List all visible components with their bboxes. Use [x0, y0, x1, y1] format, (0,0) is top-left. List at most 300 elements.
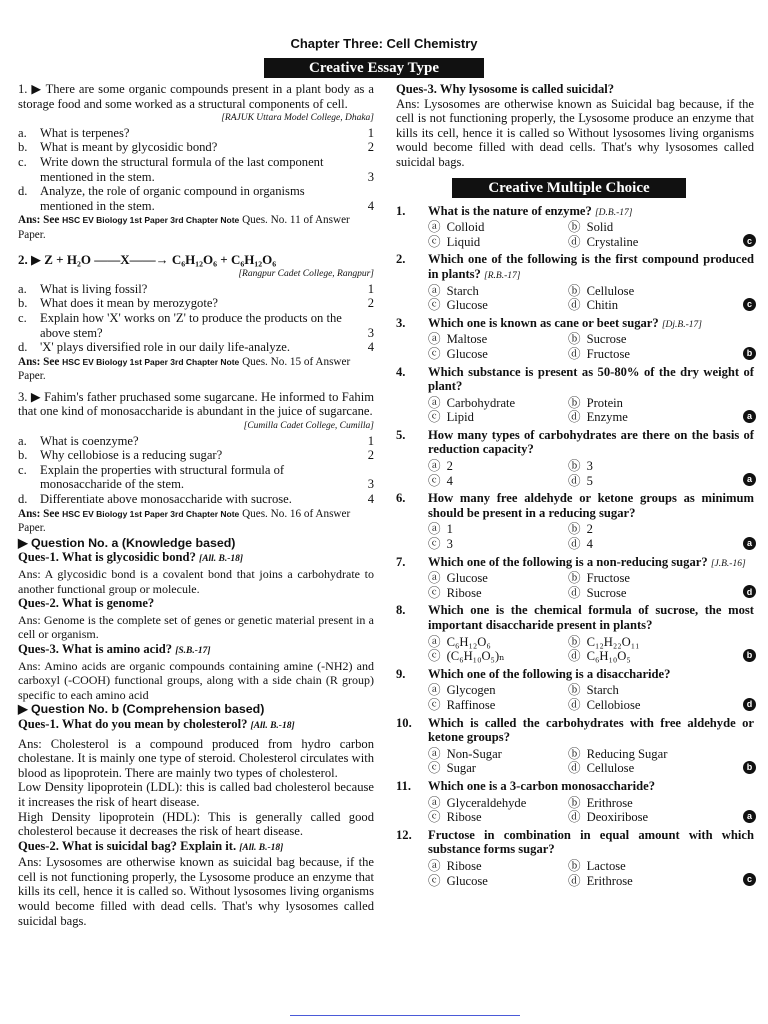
- mcq-option[interactable]: [428, 396, 568, 411]
- answer-label: Ans: See: [18, 214, 60, 227]
- mcq-options: [428, 796, 754, 825]
- option-letter-icon: ⓑ: [568, 220, 581, 235]
- option-letter-icon: ⓐ: [428, 395, 441, 410]
- part-key: c.: [18, 310, 27, 325]
- mcq-item: [396, 716, 754, 776]
- option-text: Glucose: [446, 873, 488, 888]
- answer-text: Ans: A glycosidic bond is a covalent bond that joins a carbohydrate to another functional group or molecule.: [18, 567, 374, 596]
- mcq-option[interactable]: [428, 474, 568, 489]
- mcq-item: [396, 252, 754, 312]
- mcq-number: 4.: [396, 364, 406, 379]
- mcq-item: [396, 491, 754, 551]
- part-key: a.: [18, 281, 27, 296]
- part-text: Differentiate above monosaccharide with sucrose.: [40, 492, 292, 507]
- answer-marker-icon: a: [743, 810, 756, 823]
- mcq-options: [428, 522, 754, 551]
- mcq-question: Which one of the following is a non-reducing sugar? [J.B.-16]: [428, 554, 746, 569]
- mcq-option[interactable]: [568, 874, 718, 889]
- comprehension-question-3: [396, 82, 754, 170]
- option-text: 3: [586, 459, 593, 474]
- option-text: Raffinose: [446, 697, 496, 712]
- mcq-option[interactable]: [568, 810, 718, 825]
- mcq-option[interactable]: [568, 332, 718, 347]
- mcq-options: [428, 396, 754, 425]
- knowledge-question: [18, 642, 374, 702]
- mcq-body: [428, 204, 754, 250]
- answer-ques-number: Ques. No. 11 of Answer Paper.: [18, 214, 350, 241]
- mcq-option[interactable]: [568, 683, 718, 698]
- mcq-option[interactable]: [568, 410, 718, 425]
- part-marks: 1: [367, 433, 374, 448]
- option-letter-icon: ⓓ: [568, 298, 581, 313]
- answer-ques-number: Ques. No. 16 of Answer Paper.: [18, 507, 351, 535]
- part-marks: 3: [367, 325, 374, 340]
- question-part: [18, 448, 374, 463]
- mcq-question: Which one is a 3-carbon monosaccharide?: [428, 778, 656, 793]
- part-key: d.: [18, 492, 28, 507]
- mcq-option[interactable]: [428, 761, 568, 776]
- option-letter-icon: ⓑ: [568, 522, 581, 537]
- option-letter-icon: ⓑ: [568, 746, 581, 761]
- option-letter-icon: ⓑ: [568, 332, 581, 347]
- answer-text: Ans: Amino acids are organic compounds containing amine (-NH2) and carboxyl (-COOH) functional groups, along with a side chain (R group) specific to each amino acid: [18, 658, 374, 702]
- question-part: [18, 140, 374, 155]
- mcq-options: [428, 284, 754, 313]
- mcq-question: Fructose in combination in equal amount with which substance forms sugar?: [428, 827, 754, 857]
- mcq-number: 11.: [396, 778, 412, 793]
- knowledge-questions: [18, 550, 374, 702]
- part-marks: 4: [367, 340, 374, 355]
- question-source: [Cumilla Cadet College, Cumilla]: [243, 421, 374, 432]
- option-letter-icon: ⓑ: [568, 634, 581, 649]
- option-text: Cellulose: [586, 761, 635, 776]
- question-title: Ques-3. What is amino acid? [S.B.-17]: [18, 641, 211, 656]
- mcq-option[interactable]: [428, 235, 568, 250]
- option-text: Glyceraldehyde: [446, 795, 527, 810]
- answer-marker-icon: b: [743, 761, 756, 774]
- part-marks: 4: [367, 198, 374, 213]
- option-letter-icon: ⓓ: [568, 873, 581, 888]
- question-part: [18, 126, 374, 141]
- option-letter-icon: ⓓ: [568, 234, 581, 249]
- mcq-item: [396, 779, 754, 825]
- essay-question-1: [18, 82, 374, 243]
- mcq-option[interactable]: [568, 796, 718, 811]
- option-text: Erithrose: [586, 795, 633, 810]
- option-text: Maltose: [446, 332, 488, 347]
- option-letter-icon: ⓐ: [428, 459, 441, 474]
- mcq-options: [428, 747, 754, 776]
- mcq-number: 5.: [396, 427, 406, 442]
- mcq-option[interactable]: [568, 571, 718, 586]
- option-text: Enzyme: [586, 410, 628, 425]
- mcq-option[interactable]: [568, 586, 718, 601]
- option-letter-icon: ⓐ: [428, 683, 441, 698]
- left-column: [18, 82, 374, 928]
- answer-text: High Density lipoprotein (HDL): This is generally called good cholesterol because it decreases the risk of heart disease.: [18, 809, 374, 839]
- part-text: Explain how 'X' works on 'Z' to produce the products on the above stem?: [40, 310, 342, 340]
- option-letter-icon: ⓒ: [428, 537, 441, 552]
- mcq-option[interactable]: [568, 220, 718, 235]
- option-letter-icon: ⓒ: [428, 346, 441, 361]
- option-letter-icon: ⓑ: [568, 795, 581, 810]
- option-text: Non-Sugar: [446, 746, 502, 761]
- option-text: Sucrose: [586, 332, 627, 347]
- mcq-option[interactable]: [568, 649, 718, 664]
- mcq-number: 8.: [396, 603, 406, 618]
- mcq-item: [396, 828, 754, 888]
- part-key: b.: [18, 296, 28, 311]
- part-marks: 3: [367, 169, 374, 184]
- question-part: [18, 282, 374, 297]
- question-part: [18, 340, 374, 355]
- option-letter-icon: ⓐ: [428, 634, 441, 649]
- mcq-option[interactable]: [428, 410, 568, 425]
- option-letter-icon: ⓓ: [568, 649, 581, 664]
- option-letter-icon: ⓐ: [428, 858, 441, 873]
- part-text: Write down the structural formula of the last component mentioned in the stem.: [40, 154, 324, 184]
- answer-marker-icon: b: [743, 649, 756, 662]
- option-letter-icon: ⓒ: [428, 697, 441, 712]
- option-letter-icon: ⓒ: [428, 473, 441, 488]
- option-text: 4: [586, 537, 593, 552]
- question-part: [18, 463, 374, 492]
- answer-text: Ans: Cholesterol is a compound produced from hydro carbon cholestane. It is mainly one type of steroid. Cholesterol circulates with blood as lipoprotein. There are mainly two types of cholesterol.: [18, 736, 374, 780]
- option-letter-icon: ⓐ: [428, 746, 441, 761]
- mcq-option[interactable]: [568, 474, 718, 489]
- mcq-item: [396, 555, 754, 601]
- option-text: Erithrose: [586, 873, 633, 888]
- mcq-body: [428, 779, 754, 825]
- answer-book: HSC EV Biology 1st Paper 3rd Chapter Note: [62, 356, 240, 367]
- option-text: Ribose: [446, 810, 482, 825]
- mcq-question: How many free aldehyde or ketone groups as minimum should be present in a reducing sugar?: [428, 491, 754, 520]
- question-parts: [18, 434, 374, 507]
- mcq-option[interactable]: [568, 537, 718, 552]
- option-letter-icon: ⓑ: [568, 283, 581, 298]
- part-marks: 1: [367, 281, 374, 296]
- answer-text: Ans: Genome is the complete set of genes or genetic material present in a cell or organism.: [18, 612, 374, 642]
- option-letter-icon: ⓓ: [568, 761, 581, 776]
- mcq-option[interactable]: [428, 859, 568, 874]
- option-text: Sugar: [446, 761, 476, 776]
- option-text: Ribose: [446, 585, 482, 600]
- answer-text: Ans: Lysosomes are otherwise known as Suicidal bag because, if the cell is not functioning properly, the Lysosome produce an enzyme that kills its cell, hence it is called so Without lysosomes living organisms would become filled with dead cells. That's why lysosomes called suicidal bags.: [396, 96, 754, 169]
- mcq-option[interactable]: [568, 698, 718, 713]
- mcq-option[interactable]: [428, 284, 568, 299]
- mcq-option[interactable]: [568, 859, 718, 874]
- mcq-option[interactable]: [428, 698, 568, 713]
- mcq-question: What is the nature of enzyme? [D.B.-17]: [428, 203, 633, 218]
- comprehension-question-1: [18, 717, 374, 839]
- answer-reference: [18, 507, 374, 536]
- mcq-option[interactable]: [428, 220, 568, 235]
- mcq-body: [428, 428, 754, 488]
- answer-text: Low Density lipoprotein (LDL): this is called bad cholesterol because it increases the risk of heart disease.: [18, 780, 374, 809]
- answer-marker-icon: d: [743, 585, 756, 598]
- part-text: Explain the properties with structural formula of monosaccharide of the stem.: [40, 462, 285, 492]
- question-title: Ques-1. What is glycosidic bond? [All. B.-18]: [18, 550, 244, 565]
- mcq-question: Which substance is present as 50-80% of the dry weight of plant?: [428, 364, 754, 394]
- option-text: Sucrose: [586, 585, 627, 600]
- mcq-body: [428, 365, 754, 425]
- option-text: Fructose: [586, 346, 630, 361]
- part-marks: 2: [367, 448, 374, 463]
- option-letter-icon: ⓒ: [428, 761, 441, 776]
- part-text: What is coenzyme?: [40, 433, 139, 448]
- mcq-list: [396, 204, 754, 889]
- mcq-option[interactable]: [428, 332, 568, 347]
- part-text: Analyze, the role of organic compound in organisms mentioned in the stem.: [40, 184, 305, 213]
- option-text: Starch: [446, 283, 479, 298]
- part-key: a.: [18, 125, 27, 140]
- answer-marker-icon: c: [743, 298, 756, 311]
- option-letter-icon: ⓓ: [568, 346, 581, 361]
- part-text: Why cellobiose is a reducing sugar?: [40, 448, 223, 463]
- mcq-option[interactable]: [428, 874, 568, 889]
- section-banner-mcq: Creative Multiple Choice: [452, 178, 686, 198]
- mcq-body: [428, 316, 754, 362]
- mcq-option[interactable]: [568, 761, 718, 776]
- option-text: C₁₂H₂₂O₁₁: [586, 634, 640, 649]
- mcq-options: [428, 220, 754, 249]
- answer-book: HSC EV Biology 1st Paper 3rd Chapter Note: [62, 508, 240, 519]
- knowledge-question: [18, 596, 374, 642]
- mcq-option[interactable]: [568, 747, 718, 762]
- document-page: [18, 0, 754, 1024]
- mcq-item: [396, 428, 754, 488]
- question-title: Ques-2. What is suicidal bag? Explain it. [All. B.-18]: [18, 838, 284, 853]
- mcq-option[interactable]: [428, 586, 568, 601]
- mcq-options: [428, 859, 754, 888]
- option-letter-icon: ⓒ: [428, 873, 441, 888]
- part-key: d.: [18, 184, 28, 199]
- mcq-item: [396, 603, 754, 663]
- mcq-number: 2.: [396, 252, 406, 267]
- question-parts: [18, 282, 374, 355]
- option-letter-icon: ⓐ: [428, 522, 441, 537]
- question-title: Ques-2. What is genome?: [18, 596, 155, 611]
- question-formula: 2. ▶ Z + H₂O ——X——→ C₆H₁₂O₆ + C₆H₁₂O₆: [18, 251, 277, 267]
- mcq-question: Which is called the carbohydrates with free aldehyde or ketone groups?: [428, 715, 754, 745]
- option-letter-icon: ⓐ: [428, 332, 441, 347]
- part-marks: 1: [367, 125, 374, 140]
- mcq-number: 10.: [396, 715, 412, 730]
- mcq-body: [428, 491, 754, 551]
- option-letter-icon: ⓑ: [568, 459, 581, 474]
- answer-marker-icon: c: [743, 234, 756, 247]
- answer-marker-icon: c: [743, 873, 756, 886]
- section-heading-comprehension: ▶ Question No. b (Comprehension based): [18, 702, 265, 717]
- part-marks: 2: [367, 296, 374, 311]
- section-heading-knowledge: ▶ Question No. a (Knowledge based): [18, 535, 236, 550]
- mcq-option[interactable]: [568, 396, 718, 411]
- option-text: Ribose: [446, 858, 482, 873]
- option-letter-icon: ⓒ: [428, 649, 441, 664]
- mcq-option[interactable]: [428, 459, 568, 474]
- part-text: 'X' plays diversified role in our daily life-analyze.: [40, 340, 291, 355]
- mcq-number: 12.: [396, 827, 412, 842]
- answer-marker-icon: a: [743, 410, 756, 423]
- part-marks: 2: [367, 140, 374, 155]
- mcq-option[interactable]: [568, 347, 718, 362]
- part-key: d.: [18, 340, 28, 355]
- mcq-item: [396, 667, 754, 713]
- answer-label: Ans: See: [18, 355, 60, 368]
- part-text: What is terpenes?: [40, 125, 130, 140]
- question-source: [Rangpur Cadet College, Rangpur]: [238, 269, 374, 280]
- option-text: 2: [446, 459, 453, 474]
- answer-book: HSC EV Biology 1st Paper 3rd Chapter Note: [62, 215, 240, 226]
- section-banner-essay: Creative Essay Type: [264, 58, 484, 78]
- option-text: Protein: [586, 395, 623, 410]
- answer-reference: [18, 355, 374, 384]
- mcq-option[interactable]: [568, 635, 718, 650]
- question-part: [18, 492, 374, 507]
- option-letter-icon: ⓐ: [428, 571, 441, 586]
- option-text: Reducing Sugar: [586, 746, 668, 761]
- option-text: Deoxiribose: [586, 810, 649, 825]
- option-letter-icon: ⓒ: [428, 585, 441, 600]
- option-text: Glycogen: [446, 683, 496, 698]
- mcq-option[interactable]: [428, 796, 568, 811]
- option-text: (C₆H₁₀O₅)ₙ: [446, 649, 505, 664]
- mcq-question: How many types of carbohydrates are there on the basis of reduction capacity?: [428, 427, 754, 457]
- footer-link-underline: [290, 1015, 520, 1016]
- question-part: [18, 155, 374, 184]
- option-letter-icon: ⓑ: [568, 571, 581, 586]
- essay-question-2: [18, 253, 374, 384]
- mcq-number: 9.: [396, 666, 406, 681]
- mcq-item: [396, 365, 754, 425]
- mcq-body: [428, 716, 754, 776]
- answer-label: Ans: See: [18, 507, 60, 520]
- option-text: Crystaline: [586, 234, 639, 249]
- option-letter-icon: ⓐ: [428, 795, 441, 810]
- mcq-options: [428, 683, 754, 712]
- option-text: 1: [446, 522, 453, 537]
- option-text: C₆H₁₂O₆: [446, 634, 491, 649]
- option-letter-icon: ⓓ: [568, 810, 581, 825]
- option-text: Cellobiose: [586, 697, 641, 712]
- part-text: What is living fossil?: [40, 281, 148, 296]
- part-text: What is meant by glycosidic bond?: [40, 140, 218, 155]
- option-text: Cellulose: [586, 283, 635, 298]
- option-text: Glucose: [446, 298, 488, 313]
- mcq-question: Which one is the chemical formula of sucrose, the most important disaccharide present in plants?: [428, 603, 754, 632]
- mcq-option[interactable]: [428, 347, 568, 362]
- option-text: Glucose: [446, 571, 488, 586]
- option-letter-icon: ⓓ: [568, 410, 581, 425]
- mcq-option[interactable]: [428, 810, 568, 825]
- option-text: Fructose: [586, 571, 630, 586]
- question-stem: 3. ▶ Fahim's father pruchased some sugarcane. He informed to Fahim that one kind of monosaccharide is abundant in the juice of sugarcane.: [18, 389, 374, 419]
- option-letter-icon: ⓑ: [568, 395, 581, 410]
- part-key: a.: [18, 433, 27, 448]
- option-letter-icon: ⓐ: [428, 283, 441, 298]
- mcq-option[interactable]: [568, 284, 718, 299]
- mcq-option[interactable]: [428, 298, 568, 313]
- part-marks: 4: [367, 492, 374, 507]
- answer-marker-icon: d: [743, 698, 756, 711]
- mcq-question: Which one is known as cane or beet sugar? [Dj.B.-17]: [428, 315, 702, 330]
- mcq-option[interactable]: [568, 459, 718, 474]
- option-text: 2: [586, 522, 593, 537]
- question-parts: [18, 126, 374, 214]
- question-part: [18, 296, 374, 311]
- mcq-option[interactable]: [568, 298, 718, 313]
- mcq-option[interactable]: [428, 571, 568, 586]
- mcq-body: [428, 252, 754, 312]
- question-source: [RAJUK Uttara Model College, Dhaka]: [221, 113, 374, 124]
- option-text: 3: [446, 537, 453, 552]
- option-letter-icon: ⓑ: [568, 858, 581, 873]
- question-part: [18, 311, 374, 340]
- mcq-options: [428, 571, 754, 600]
- option-letter-icon: ⓐ: [428, 220, 441, 235]
- mcq-options: [428, 332, 754, 361]
- answer-text: Ans: Lysosomes are otherwise known as suicidal bag because, if the cell is not functioning properly, the Lysosome produce an enzyme that kills its cell, hence it is called so. Without lysosomes living organisms would become filled with dead cells. That's why lysosomes called suicidal bags.: [18, 855, 374, 928]
- question-stem: 1. ▶ There are some organic compounds present in a plant body as a storage food and some worked as a structural components of cell.: [18, 82, 374, 111]
- option-text: 5: [586, 473, 593, 488]
- option-text: Colloid: [446, 220, 485, 235]
- mcq-number: 6.: [396, 491, 406, 506]
- option-letter-icon: ⓒ: [428, 810, 441, 825]
- answer-ques-number: Ques. No. 15 of Answer Paper.: [18, 355, 351, 383]
- option-text: Glucose: [446, 346, 488, 361]
- mcq-options: [428, 635, 754, 664]
- mcq-option[interactable]: [428, 635, 568, 650]
- answer-marker-icon: a: [743, 537, 756, 550]
- option-text: Solid: [586, 220, 614, 235]
- part-key: c.: [18, 154, 27, 169]
- option-text: 4: [446, 473, 453, 488]
- mcq-option[interactable]: [428, 683, 568, 698]
- mcq-number: 7.: [396, 554, 406, 569]
- mcq-question: Which one of the following is the first compound produced in plants? [R.B.-17]: [428, 252, 754, 281]
- option-letter-icon: ⓓ: [568, 537, 581, 552]
- option-text: Liquid: [446, 234, 481, 249]
- mcq-option[interactable]: [428, 649, 568, 664]
- mcq-question: Which one of the following is a disaccharide?: [428, 666, 671, 681]
- answer-marker-icon: a: [743, 473, 756, 486]
- option-text: Lactose: [586, 858, 626, 873]
- mcq-option[interactable]: [428, 522, 568, 537]
- mcq-options: [428, 459, 754, 488]
- mcq-body: [428, 603, 754, 663]
- answer-reference: [18, 213, 374, 242]
- part-key: b.: [18, 140, 28, 155]
- comprehension-question-2: [18, 839, 374, 929]
- option-letter-icon: ⓓ: [568, 585, 581, 600]
- essay-question-3: [18, 390, 374, 536]
- mcq-number: 3.: [396, 315, 406, 330]
- option-text: C₆H₁₀O₅: [586, 649, 631, 664]
- mcq-option[interactable]: [428, 537, 568, 552]
- option-letter-icon: ⓒ: [428, 410, 441, 425]
- mcq-body: [428, 828, 754, 888]
- mcq-option[interactable]: [568, 235, 718, 250]
- right-column: [396, 82, 754, 888]
- option-letter-icon: ⓓ: [568, 697, 581, 712]
- mcq-number: 1.: [396, 203, 406, 218]
- mcq-item: [396, 204, 754, 250]
- option-letter-icon: ⓒ: [428, 298, 441, 313]
- question-title: Ques-3. Why lysosome is called suicidal?: [396, 82, 615, 96]
- mcq-option[interactable]: [428, 747, 568, 762]
- question-title: Ques-1. What do you mean by cholesterol? [All. B.-18]: [18, 716, 295, 731]
- mcq-option[interactable]: [568, 522, 718, 537]
